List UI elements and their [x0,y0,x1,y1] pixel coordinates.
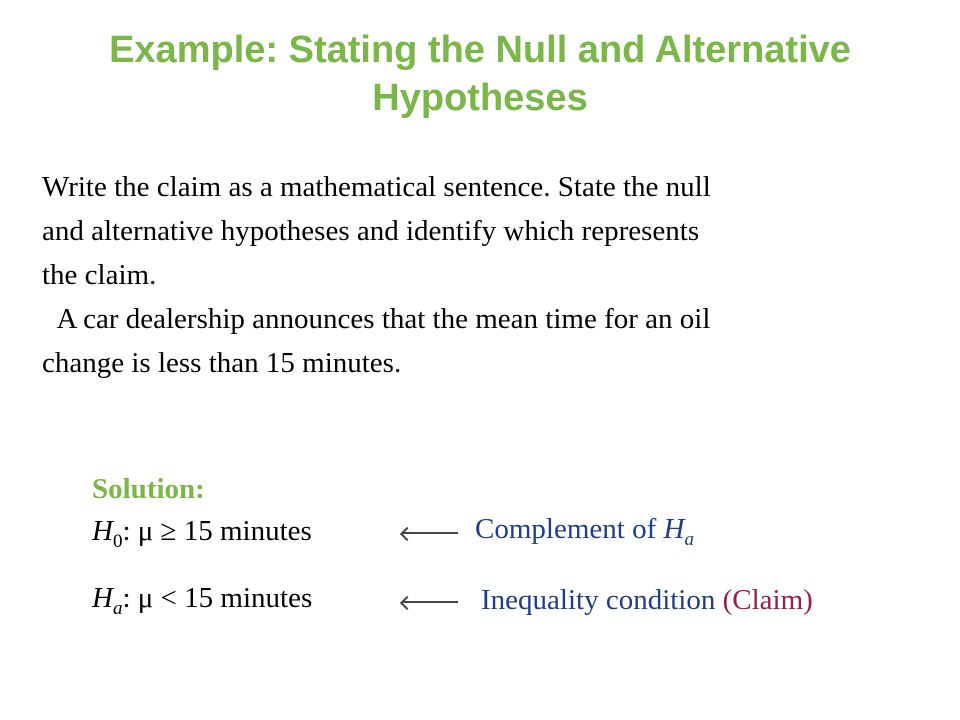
problem-statement [42,165,922,385]
instruction-line-3: the claim. [42,259,157,291]
slide-title [0,26,960,122]
example-text-1: A car dealership announces that the mean time for an oil [56,303,711,335]
example-line-1 [42,297,922,341]
alt-hypothesis-note [481,584,813,617]
left-arrow-icon [402,532,458,534]
null-note-prefix: Complement of [475,513,664,545]
claim-label: (Claim) [722,584,813,616]
left-arrow-icon [402,601,458,603]
null-hypothesis-statement: : μ ≥ 15 minutes [122,515,312,547]
null-note-symbol: H [663,513,685,545]
alt-note-text: Inequality condition [481,584,716,616]
solution-label: Solution: [92,473,205,505]
example-line-2: change is less than 15 minutes. [42,347,402,379]
alt-hypothesis-statement: : μ < 15 minutes [122,582,313,614]
null-hypothesis-note [475,513,694,551]
null-note-subscript: a [684,528,694,550]
alt-hypothesis-subscript: a [112,597,123,619]
instruction-line-1: Write the claim as a mathematical sentence. State the null [42,171,711,203]
alt-hypothesis-symbol: H [92,582,113,614]
null-hypothesis-symbol: H [92,515,113,547]
null-hypothesis [92,515,312,553]
title-line-1: Example: Stating the Null and Alternative [109,29,851,71]
instruction-line-2: and alternative hypotheses and identify which represents [42,215,700,247]
alt-hypothesis [92,582,312,620]
title-line-2: Hypotheses [372,77,588,119]
null-hypothesis-subscript: 0 [112,530,123,552]
